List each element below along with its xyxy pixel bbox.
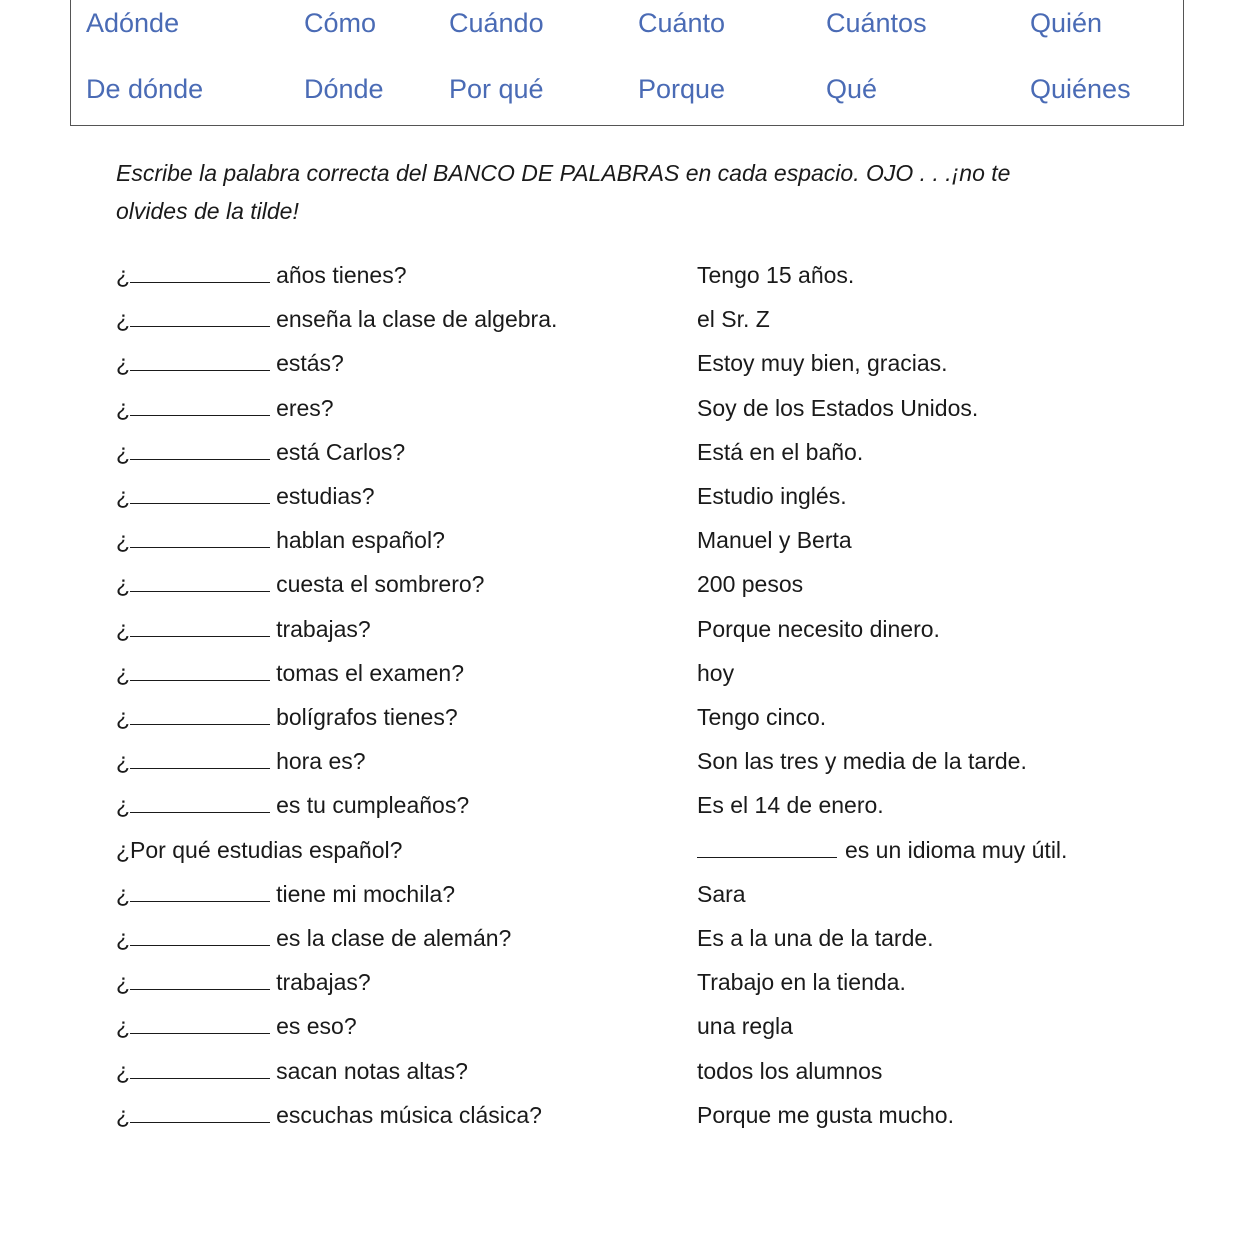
question-text: hora es? [276, 748, 366, 775]
answer-text: Está en el baño. [697, 438, 864, 465]
question-mark-prefix: ¿ [116, 1101, 131, 1128]
word-bank-item: Quién [1030, 8, 1103, 38]
answer [697, 962, 906, 1002]
answer-text: una regla [697, 1013, 793, 1040]
question-text: hablan español? [276, 527, 445, 554]
question-text: está Carlos? [276, 438, 406, 465]
question-mark-prefix: ¿ [116, 880, 131, 907]
question-blank[interactable] [130, 481, 270, 504]
question-text: es la clase de alemán? [276, 925, 512, 951]
question-mark-prefix: ¿ [116, 438, 131, 465]
question-mark-prefix: ¿ [116, 925, 131, 951]
exercise-row [0, 741, 1238, 781]
word-bank-item: Adónde [86, 8, 180, 38]
instructions-line: olvides de la tilde! [116, 198, 299, 224]
question-text: tomas el examen? [276, 659, 464, 686]
word-bank-item: Cuándo [449, 8, 544, 38]
question-blank[interactable] [130, 658, 270, 681]
word-bank-item: Cuánto [638, 8, 726, 38]
question-blank[interactable] [130, 790, 270, 813]
question-blank[interactable] [130, 569, 270, 592]
question [116, 564, 484, 604]
question-blank[interactable] [130, 525, 270, 548]
answer [697, 255, 854, 295]
question-blank[interactable] [130, 702, 270, 725]
question-text: cuesta el sombrero? [276, 571, 485, 598]
question [116, 653, 464, 693]
question-blank[interactable] [130, 393, 270, 416]
answer [697, 741, 1027, 781]
question-mark-prefix: ¿ [116, 306, 131, 333]
answer-text: Manuel y Berta [697, 527, 852, 554]
exercise-row [0, 874, 1238, 914]
question [116, 874, 455, 914]
answer [697, 520, 852, 560]
word-bank-item: De dónde [86, 74, 204, 104]
question-text: estudias? [276, 483, 375, 509]
answer-text: hoy [697, 659, 735, 686]
word-bank-box [70, 0, 1184, 126]
question-blank[interactable] [130, 746, 270, 769]
question-blank[interactable] [130, 923, 270, 946]
question [116, 299, 557, 339]
question [116, 476, 375, 516]
answer-text: Sara [697, 880, 746, 907]
instructions-line: Escribe la palabra correcta del BANCO DE PALABRAS en cada espacio. OJO . . .¡no te [116, 160, 1011, 186]
answer [697, 785, 884, 825]
question [116, 918, 511, 958]
question-text: enseña la clase de algebra. [276, 306, 558, 333]
question-blank[interactable] [130, 614, 270, 637]
question-text: trabajas? [276, 615, 371, 642]
question [116, 609, 371, 649]
question-blank[interactable] [130, 1100, 270, 1123]
answer-text: Estudio inglés. [697, 483, 847, 509]
question-text: años tienes? [276, 262, 407, 288]
question-text: trabajas? [276, 969, 371, 996]
question-text: ¿Por qué estudias español? [116, 836, 403, 863]
word-bank-item: Dónde [304, 74, 384, 104]
answer [697, 874, 746, 914]
exercise-row [0, 432, 1238, 472]
exercise-row [0, 520, 1238, 560]
answer [697, 653, 734, 693]
question-text: estás? [276, 350, 344, 377]
exercise-row [0, 299, 1238, 339]
exercise-row [0, 918, 1238, 958]
answer-text: todos los alumnos [697, 1057, 883, 1084]
question [116, 697, 458, 737]
answer-text: Son las tres y media de la tarde. [697, 748, 1027, 775]
question-mark-prefix: ¿ [116, 615, 131, 642]
word-bank-item: Porque [638, 74, 726, 104]
exercise-row [0, 962, 1238, 1002]
answer-text: Porque necesito dinero. [697, 615, 940, 642]
question-mark-prefix: ¿ [116, 969, 131, 996]
answer-text: Porque me gusta mucho. [697, 1101, 954, 1128]
word-bank-item: Cuántos [826, 8, 927, 38]
exercise-row [0, 830, 1238, 870]
question [116, 962, 371, 1002]
answer-text: Es a la una de la tarde. [697, 925, 934, 951]
answer-text: Trabajo en la tienda. [697, 969, 906, 996]
answer [697, 476, 847, 516]
exercise-row [0, 255, 1238, 295]
answer [697, 1095, 954, 1135]
question-mark-prefix: ¿ [116, 659, 131, 686]
question-blank[interactable] [130, 967, 270, 990]
question-blank[interactable] [130, 1011, 270, 1034]
answer [697, 1051, 882, 1091]
question-mark-prefix: ¿ [116, 792, 131, 819]
answer-text: Soy de los Estados Unidos. [697, 394, 979, 421]
question-mark-prefix: ¿ [116, 483, 131, 509]
exercise-row [0, 785, 1238, 825]
answer-text: Es el 14 de enero. [697, 792, 884, 819]
question-mark-prefix: ¿ [116, 748, 131, 775]
question-blank[interactable] [130, 304, 270, 327]
answer [697, 918, 934, 958]
answer-text: Tengo 15 años. [697, 262, 855, 288]
answer-text: el Sr. Z [697, 306, 770, 333]
question-mark-prefix: ¿ [116, 527, 131, 554]
answer-text: 200 pesos [697, 571, 804, 598]
answer [697, 388, 978, 428]
answer [697, 343, 948, 383]
answer [697, 830, 1067, 870]
answer [697, 1006, 793, 1046]
question [116, 432, 405, 472]
answer-text: es un idioma muy útil. [845, 836, 1068, 863]
question [116, 1095, 542, 1135]
question-blank[interactable] [130, 348, 270, 371]
question-text: es eso? [276, 1013, 357, 1040]
question-blank[interactable] [130, 437, 270, 460]
answer-blank[interactable] [697, 835, 837, 858]
question [116, 388, 334, 428]
question-text: escuchas música clásica? [276, 1101, 542, 1128]
exercise-row [0, 1051, 1238, 1091]
question-text: bolígrafos tienes? [276, 704, 458, 730]
question-blank[interactable] [130, 1056, 270, 1079]
exercise-row [0, 1006, 1238, 1046]
question [116, 785, 469, 825]
question-text: tiene mi mochila? [276, 880, 456, 907]
question-text: sacan notas altas? [276, 1057, 468, 1084]
exercise-row [0, 343, 1238, 383]
exercise-row [0, 564, 1238, 604]
exercise-row [0, 609, 1238, 649]
answer [697, 564, 803, 604]
question-text: es tu cumpleaños? [276, 792, 470, 819]
word-bank-item: Por qué [449, 74, 544, 104]
exercise-row [0, 388, 1238, 428]
question-mark-prefix: ¿ [116, 571, 131, 598]
question-mark-prefix: ¿ [116, 262, 131, 288]
answer [697, 609, 940, 649]
question [116, 1006, 357, 1046]
question-mark-prefix: ¿ [116, 350, 131, 377]
word-bank-item: Quiénes [1030, 74, 1131, 104]
question-mark-prefix: ¿ [116, 1013, 131, 1040]
question-mark-prefix: ¿ [116, 1057, 131, 1084]
question-text: eres? [276, 394, 334, 421]
question-mark-prefix: ¿ [116, 704, 131, 730]
word-bank-item: Qué [826, 74, 878, 104]
answer [697, 697, 826, 737]
instructions [116, 154, 1116, 230]
question [116, 255, 407, 295]
question [116, 1051, 468, 1091]
question [116, 830, 402, 870]
question [116, 343, 344, 383]
question [116, 741, 366, 781]
answer-text: Tengo cinco. [697, 704, 827, 730]
exercise-row [0, 476, 1238, 516]
word-bank-item: Cómo [304, 8, 377, 38]
question-blank[interactable] [130, 879, 270, 902]
exercise-row [0, 653, 1238, 693]
exercise-row [0, 1095, 1238, 1135]
exercise-row [0, 697, 1238, 737]
question [116, 520, 445, 560]
question-mark-prefix: ¿ [116, 394, 131, 421]
answer [697, 299, 770, 339]
question-blank[interactable] [130, 260, 270, 283]
answer-text: Estoy muy bien, gracias. [697, 350, 948, 377]
answer [697, 432, 863, 472]
